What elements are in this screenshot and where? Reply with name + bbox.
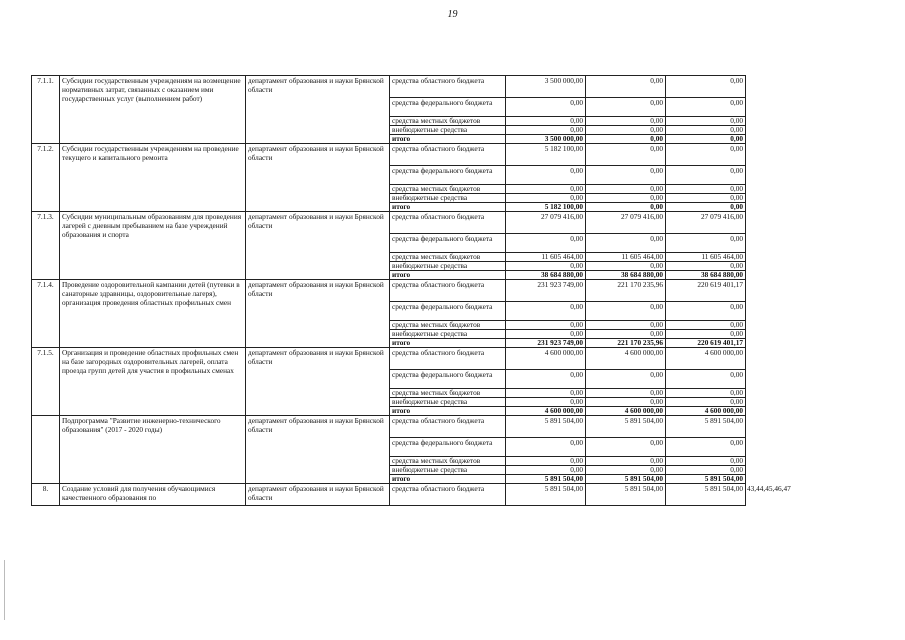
indicator-ref (746, 262, 806, 271)
budget-row-4-regional (32, 280, 806, 302)
funding-source-regional: средства областного бюджета (390, 212, 506, 234)
budget-table (31, 75, 806, 506)
funding-source-extra: внебюджетные средства (390, 330, 506, 339)
amount-year-2: 0,00 (586, 321, 666, 330)
funding-source-regional: средства областного бюджета (390, 348, 506, 370)
amount-year-2: 0,00 (586, 126, 666, 135)
funding-source-total: итого (390, 407, 506, 416)
funding-source-federal: средства федерального бюджета (390, 438, 506, 457)
amount-year-1: 3 500 000,00 (506, 76, 586, 98)
item-name: Субсидии муниципальным образованиям для проведения лагерей с дневным пребыванием на базе учреждений образования и спорта (60, 212, 246, 280)
amount-year-1: 0,00 (506, 185, 586, 194)
funding-source-regional: средства областного бюджета (390, 144, 506, 166)
amount-year-1: 5 891 504,00 (506, 416, 586, 438)
amount-year-2: 5 891 504,00 (586, 484, 666, 506)
item-number: 7.1.1. (32, 76, 60, 144)
amount-year-1: 5 182 100,00 (506, 144, 586, 166)
indicator-ref (746, 76, 806, 98)
executor: департамент образования и науки Брянской области (246, 76, 390, 144)
amount-year-3: 4 600 000,00 (666, 407, 746, 416)
indicator-ref (746, 398, 806, 407)
executor: департамент образования и науки Брянской области (246, 348, 390, 416)
amount-year-2: 0,00 (586, 194, 666, 203)
funding-source-extra: внебюджетные средства (390, 398, 506, 407)
amount-year-2: 38 684 880,00 (586, 271, 666, 280)
indicator-ref (746, 370, 806, 389)
amount-year-2: 0,00 (586, 262, 666, 271)
amount-year-1: 0,00 (506, 166, 586, 185)
funding-source-local: средства местных бюджетов (390, 117, 506, 126)
indicator-ref (746, 438, 806, 457)
indicator-ref (746, 126, 806, 135)
amount-year-3: 11 605 464,00 (666, 253, 746, 262)
amount-year-1: 0,00 (506, 98, 586, 117)
indicator-ref (746, 457, 806, 466)
funding-source-regional: средства областного бюджета (390, 280, 506, 302)
amount-year-3: 0,00 (666, 194, 746, 203)
item-name: Организация и проведение областных профильных смен на базе загородных оздоровительных лагерей, оплата проезда групп детей для участия в профильных сменах (60, 348, 246, 416)
executor: департамент образования и науки Брянской области (246, 144, 390, 212)
amount-year-3: 0,00 (666, 98, 746, 117)
indicator-ref (746, 166, 806, 185)
amount-year-3: 0,00 (666, 117, 746, 126)
indicator-ref (746, 330, 806, 339)
amount-year-1: 0,00 (506, 302, 586, 321)
executor: департамент образования и науки Брянской области (246, 212, 390, 280)
indicator-ref (746, 234, 806, 253)
funding-source-total: итого (390, 135, 506, 144)
amount-year-2: 0,00 (586, 185, 666, 194)
amount-year-2: 0,00 (586, 389, 666, 398)
executor: департамент образования и науки Брянской области (246, 416, 390, 484)
amount-year-2: 0,00 (586, 117, 666, 126)
indicator-ref (746, 280, 806, 302)
amount-year-2: 0,00 (586, 203, 666, 212)
amount-year-1: 4 600 000,00 (506, 348, 586, 370)
indicator-ref (746, 271, 806, 280)
amount-year-3: 5 891 504,00 (666, 484, 746, 506)
scan-edge-mark (4, 560, 5, 620)
amount-year-3: 220 619 401,17 (666, 280, 746, 302)
indicator-ref (746, 389, 806, 398)
amount-year-3: 0,00 (666, 389, 746, 398)
funding-source-total: итого (390, 475, 506, 484)
amount-year-3: 0,00 (666, 321, 746, 330)
funding-source-local: средства местных бюджетов (390, 253, 506, 262)
item-number: 7.1.2. (32, 144, 60, 212)
amount-year-3: 0,00 (666, 398, 746, 407)
item-name: Субсидии государственным учреждениям на возмещение нормативных затрат, связанных с оказанием ими государственных услуг (выполнением работ) (60, 76, 246, 144)
amount-year-2: 4 600 000,00 (586, 348, 666, 370)
amount-year-1: 5 891 504,00 (506, 475, 586, 484)
amount-year-1: 5 891 504,00 (506, 484, 586, 506)
amount-year-3: 0,00 (666, 302, 746, 321)
amount-year-1: 11 605 464,00 (506, 253, 586, 262)
indicator-ref (746, 203, 806, 212)
indicator-ref (746, 348, 806, 370)
funding-source-federal: средства федерального бюджета (390, 98, 506, 117)
item-name: Создание условий для получения обучающимися качественного образования по (60, 484, 246, 506)
indicator-ref (746, 475, 806, 484)
funding-source-extra: внебюджетные средства (390, 466, 506, 475)
item-number: 7.1.5. (32, 348, 60, 416)
amount-year-3: 220 619 401,17 (666, 339, 746, 348)
funding-source-regional: средства областного бюджета (390, 76, 506, 98)
amount-year-3: 0,00 (666, 457, 746, 466)
amount-year-1: 4 600 000,00 (506, 407, 586, 416)
amount-year-3: 27 079 416,00 (666, 212, 746, 234)
indicator-ref (746, 135, 806, 144)
budget-row-1-regional (32, 76, 806, 98)
amount-year-2: 0,00 (586, 76, 666, 98)
amount-year-3: 0,00 (666, 330, 746, 339)
amount-year-3: 0,00 (666, 126, 746, 135)
amount-year-1: 5 182 100,00 (506, 203, 586, 212)
funding-source-federal: средства федерального бюджета (390, 302, 506, 321)
indicator-ref (746, 416, 806, 438)
indicator-ref (746, 212, 806, 234)
funding-source-federal: средства федерального бюджета (390, 234, 506, 253)
amount-year-3: 0,00 (666, 76, 746, 98)
amount-year-1: 231 923 749,00 (506, 339, 586, 348)
indicator-ref: 43,44,45,46,47 (747, 483, 791, 493)
amount-year-1: 0,00 (506, 330, 586, 339)
amount-year-1: 27 079 416,00 (506, 212, 586, 234)
item-number: 7.1.4. (32, 280, 60, 348)
amount-year-2: 11 605 464,00 (586, 253, 666, 262)
amount-year-2: 4 600 000,00 (586, 407, 666, 416)
amount-year-3: 5 891 504,00 (666, 416, 746, 438)
amount-year-1: 0,00 (506, 234, 586, 253)
amount-year-1: 0,00 (506, 438, 586, 457)
indicator-ref (746, 144, 806, 166)
amount-year-3: 0,00 (666, 135, 746, 144)
indicator-ref (746, 321, 806, 330)
budget-row-6-regional (32, 416, 806, 438)
funding-source-total: итого (390, 203, 506, 212)
indicator-ref (746, 185, 806, 194)
amount-year-3: 4 600 000,00 (666, 348, 746, 370)
funding-source-local: средства местных бюджетов (390, 185, 506, 194)
amount-year-2: 0,00 (586, 98, 666, 117)
funding-source-total: итого (390, 339, 506, 348)
item-name: Подпрограмма "Развитие инженерно-технического образования" (2017 - 2020 годы) (60, 416, 246, 484)
item-name: Субсидии государственным учреждениям на проведение текущего и капитального ремонта (60, 144, 246, 212)
indicator-ref (746, 253, 806, 262)
funding-source-federal: средства федерального бюджета (390, 370, 506, 389)
amount-year-2: 0,00 (586, 370, 666, 389)
amount-year-2: 5 891 504,00 (586, 416, 666, 438)
amount-year-1: 0,00 (506, 466, 586, 475)
amount-year-3: 5 891 504,00 (666, 475, 746, 484)
executor: департамент образования и науки Брянской области (246, 484, 390, 506)
budget-row-3-regional (32, 212, 806, 234)
budget-row-5-regional (32, 348, 806, 370)
amount-year-3: 0,00 (666, 166, 746, 185)
funding-source-extra: внебюджетные средства (390, 126, 506, 135)
budget-table-body (32, 76, 806, 506)
amount-year-1: 0,00 (506, 321, 586, 330)
indicator-ref (746, 339, 806, 348)
item-number: 7.1.3. (32, 212, 60, 280)
amount-year-1: 38 684 880,00 (506, 271, 586, 280)
amount-year-1: 0,00 (506, 398, 586, 407)
indicator-ref (746, 194, 806, 203)
amount-year-3: 38 684 880,00 (666, 271, 746, 280)
amount-year-3: 0,00 (666, 466, 746, 475)
amount-year-2: 27 079 416,00 (586, 212, 666, 234)
funding-source-local: средства местных бюджетов (390, 389, 506, 398)
amount-year-2: 5 891 504,00 (586, 475, 666, 484)
executor: департамент образования и науки Брянской области (246, 280, 390, 348)
amount-year-2: 0,00 (586, 438, 666, 457)
indicator-ref (746, 98, 806, 117)
amount-year-1: 0,00 (506, 389, 586, 398)
amount-year-1: 0,00 (506, 126, 586, 135)
funding-source-extra: внебюджетные средства (390, 262, 506, 271)
amount-year-3: 0,00 (666, 262, 746, 271)
indicator-ref (746, 302, 806, 321)
funding-source-total: итого (390, 271, 506, 280)
amount-year-1: 231 923 749,00 (506, 280, 586, 302)
amount-year-3: 0,00 (666, 203, 746, 212)
amount-year-2: 0,00 (586, 135, 666, 144)
amount-year-2: 0,00 (586, 398, 666, 407)
amount-year-2: 0,00 (586, 144, 666, 166)
item-number (32, 416, 60, 484)
funding-source-extra: внебюджетные средства (390, 194, 506, 203)
amount-year-2: 221 170 235,96 (586, 339, 666, 348)
amount-year-2: 0,00 (586, 166, 666, 185)
amount-year-1: 0,00 (506, 194, 586, 203)
amount-year-3: 0,00 (666, 185, 746, 194)
amount-year-1: 3 500 000,00 (506, 135, 586, 144)
indicator-ref (746, 117, 806, 126)
item-number: 8. (32, 484, 60, 506)
amount-year-2: 0,00 (586, 330, 666, 339)
funding-source-federal: средства федерального бюджета (390, 166, 506, 185)
budget-row-last (32, 484, 806, 506)
amount-year-1: 0,00 (506, 262, 586, 271)
page-number: 19 (447, 9, 458, 20)
amount-year-3: 0,00 (666, 234, 746, 253)
amount-year-2: 0,00 (586, 234, 666, 253)
indicator-ref (746, 466, 806, 475)
funding-source-local: средства местных бюджетов (390, 457, 506, 466)
amount-year-2: 221 170 235,96 (586, 280, 666, 302)
amount-year-3: 0,00 (666, 438, 746, 457)
amount-year-2: 0,00 (586, 466, 666, 475)
amount-year-1: 0,00 (506, 117, 586, 126)
amount-year-1: 0,00 (506, 370, 586, 389)
amount-year-1: 0,00 (506, 457, 586, 466)
indicator-ref (746, 407, 806, 416)
amount-year-2: 0,00 (586, 457, 666, 466)
item-name: Проведение оздоровительной кампании детей (путевки в санаторные здравницы, оздоровительные лагеря), организация проведения областных профильных смен (60, 280, 246, 348)
budget-row-2-regional (32, 144, 806, 166)
funding-source-regional: средства областного бюджета (390, 416, 506, 438)
funding-source-regional: средства областного бюджета (390, 484, 506, 506)
amount-year-3: 0,00 (666, 370, 746, 389)
amount-year-3: 0,00 (666, 144, 746, 166)
amount-year-2: 0,00 (586, 302, 666, 321)
funding-source-local: средства местных бюджетов (390, 321, 506, 330)
